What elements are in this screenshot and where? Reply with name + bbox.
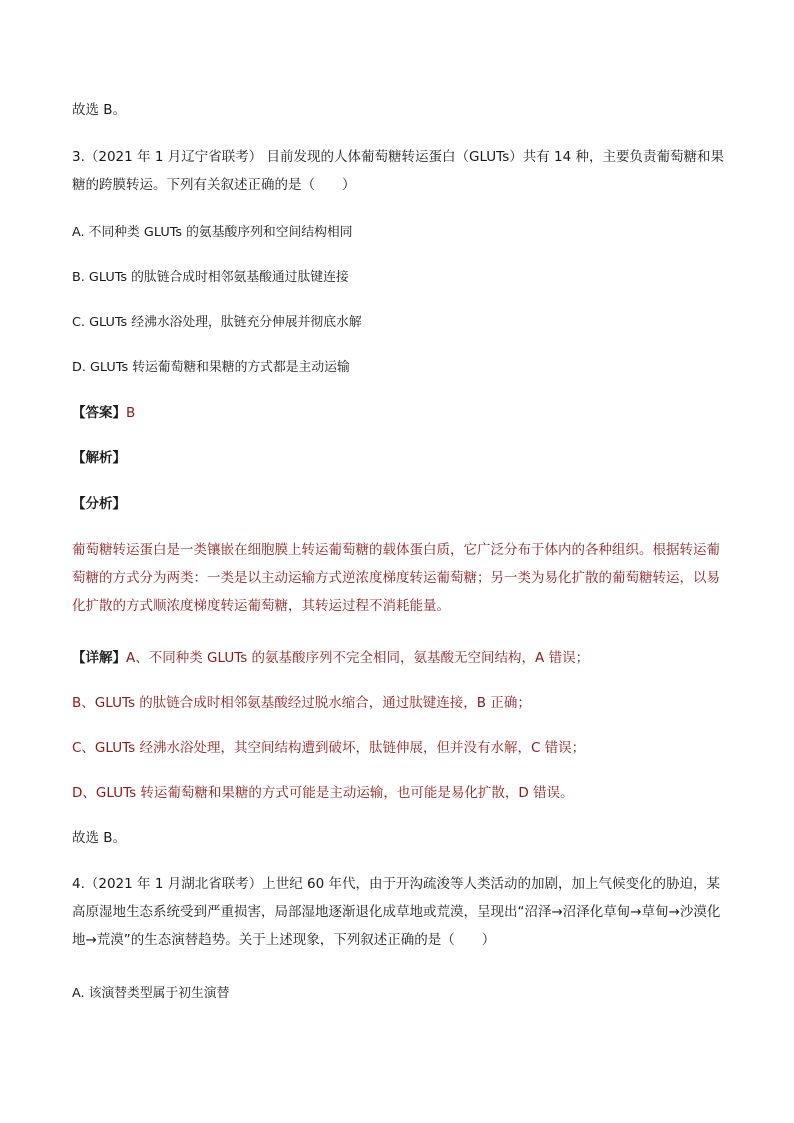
detail-line-c: C、GLUTs 经沸水浴处理，其空间结构遭到破坏，肽链伸展，但并没有水解，C 错误； [72, 740, 586, 756]
detail-text-a: A、不同种类 GLUTs 的氨基酸序列不完全相同，氨基酸无空间结构，A 错误； [126, 650, 590, 666]
question-3-conclusion: 故选 B。 [72, 830, 127, 846]
detail-label: 【详解】 [72, 650, 126, 666]
detail-line-b: B、GLUTs 的肽链合成时相邻氨基酸经过脱水缩合，通过肽键连接，B 正确； [72, 695, 531, 711]
analysis-label: 【解析】 [72, 450, 126, 466]
detail-line-d: D、GLUTs 转运葡萄糖和果糖的方式可能是主动运输，也可能是易化扩散，D 错误。 [72, 785, 574, 801]
detail-line-a [72, 644, 727, 672]
question-3-option-d: D. GLUTs 转运葡萄糖和果糖的方式都是主动运输 [72, 360, 350, 375]
question-3-option-b: B. GLUTs 的肽链合成时相邻氨基酸通过肽键连接 [72, 270, 349, 285]
question-3-option-c: C. GLUTs 经沸水浴处理，肽链充分伸展并彻底水解 [72, 315, 362, 330]
fenxi-text: 葡萄糖转运蛋白是一类镶嵌在细胞膜上转运葡萄糖的载体蛋白质，它广泛分布于体内的各种组织。根据转运葡萄糖的方式分为两类：一类是以主动运输方式逆浓度梯度转运葡萄糖；另一类为易化扩散的葡萄糖转运，以易化扩散的方式顺浓度梯度转运葡萄糖，其转运过程不消耗能量。 [72, 542, 720, 614]
question-4-stem: 4.（2021 年 1 月湖北省联考）上世纪 60 年代，由于开沟疏浚等人类活动的加剧，加上气候变化的胁迫，某高原湿地生态系统受到严重损害，局部湿地逐渐退化成草地或荒漠，呈现出“沼泽→沼泽化草甸→草甸→沙漠化地→荒漠”的生态演替趋势。关于上述现象，下列叙述正确的是（ ） [72, 876, 721, 948]
answer-line [72, 399, 727, 427]
question-3-option-a: A. 不同种类 GLUTs 的氨基酸序列和空间结构相同 [72, 225, 353, 240]
answer-value: B [126, 405, 136, 421]
question-3-stem: 3.（2021 年 1 月辽宁省联考） 目前发现的人体葡萄糖转运蛋白（GLUTs）共有 14 种，主要负责葡萄糖和果糖的跨膜转运。下列有关叙述正确的是（ ） [72, 149, 724, 193]
answer-label: 【答案】 [72, 405, 126, 421]
question-4-option-a: A. 该演替类型属于初生演替 [72, 986, 230, 1001]
fenxi-label: 【分析】 [72, 496, 126, 512]
previous-conclusion: 故选 B。 [72, 102, 127, 118]
